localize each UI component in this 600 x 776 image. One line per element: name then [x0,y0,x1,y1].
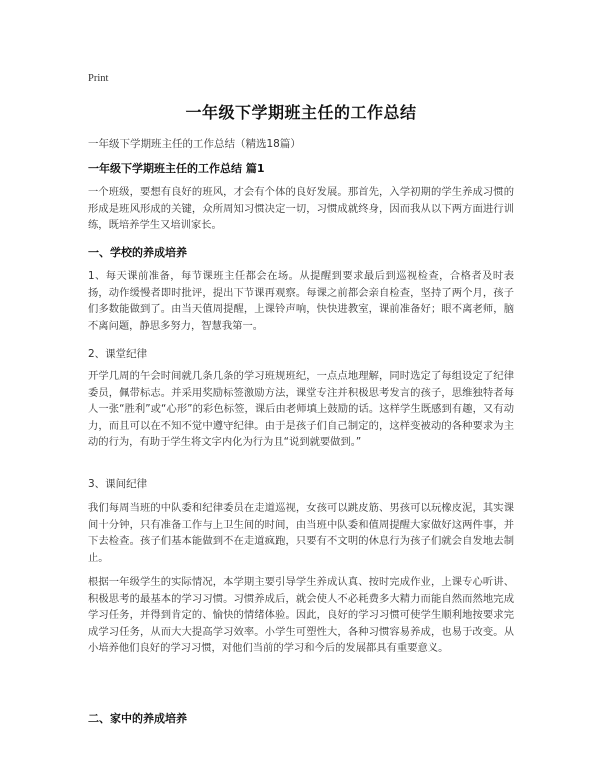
subheading-classroom-discipline: 2、课堂纪律 [88,348,148,360]
section-heading-home: 二、家中的养成培养 [88,712,187,725]
paragraph-item-1: 1、每天课前准备，每节课班主任都会在场。从提醒到要求最后到巡视检查，合格者及时表扬，动作缓慢者即时批评，提出下节课再观察。每课之前都会亲自检查，坚持了两个月，孩子们多数能做到了。由当天值周提醒，上课铃声响，快快进教室，课前准备好；眼不离老师，脑不离问题，静思多努力，智慧我第一。 [88,270,514,332]
print-label[interactable]: Print [88,73,109,84]
page-title: 一年级下学期班主任的工作总结 [185,103,417,122]
document-subtitle: 一年级下学期班主任的工作总结（精选18篇） [88,138,301,150]
paragraph-habits: 根据一年级学生的实际情况，本学期主要引导学生养成认真、按时完成作业，上课专心听讲、积极思考的最基本的学习习惯。习惯养成后，就会使人不必耗费多大精力而能自然而然地完成学习任务，并得到肯定的、愉快的情绪体验。因此，良好的学习习惯可使学生顺利地按要求完成学习任务，从而大大提高学习效率。小学生可塑性大，各种习惯容易养成，也易于改变。从小培养他们良好的学习习惯，对他们当前的学习和今后的发展都具有重要意义。 [88,576,514,654]
paragraph-item-3: 我们每周当班的中队委和纪律委员在走道巡视，女孩可以跳皮筋、男孩可以玩橡皮泥，其实课间十分钟，只有准备工作与上卫生间的时间，由当班中队委和值周提醒大家做好这两件事，并下去检查。孩子们基本能做到不在走道疯跑，只要有不文明的休息行为孩子们就会自发地去制止。 [88,502,514,564]
intro-paragraph: 一个班级，要想有良好的班风，才会有个体的良好发展。那首先，入学初期的学生养成习惯的形成是班风形成的关键，众所周知习惯决定一切，习惯成就终身，因而我从以下两方面进行训练，既培养学生又培训家长。 [88,186,514,231]
paragraph-item-2: 开学几周的午会时间就几条几条的学习班规班纪，一点点地理解，同时选定了每组设定了纪律委员，佩带标志。并采用奖励标签激励方法，课堂专注并积极思考发言的孩子，思维独特者每人一张“胜利”或“心形”的彩色标签，课后由老师填上鼓励的话。这样学生既感到有趣，又有动力，而且可以在不知不觉中遵守纪律。由于是孩子们自己制定的，这样变被动的各种要求为主动的行为，有助于学生将文字内化为行为且“说到就要做到。” [88,370,514,448]
article-heading: 一年级下学期班主任的工作总结 篇1 [88,162,265,175]
subheading-break-discipline: 3、课间纪律 [88,478,148,490]
section-heading-school: 一、学校的养成培养 [88,246,187,259]
